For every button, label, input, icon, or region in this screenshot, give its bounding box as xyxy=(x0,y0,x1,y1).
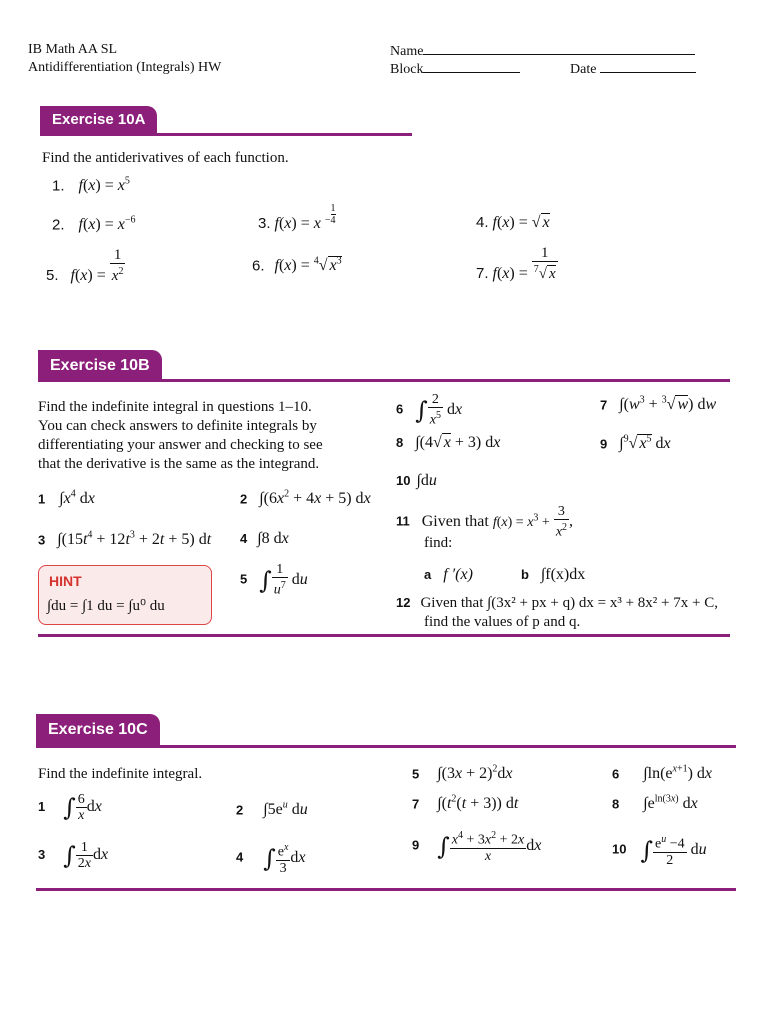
date-field[interactable] xyxy=(570,59,696,79)
problem-number: 1 xyxy=(38,799,46,815)
problem-10b-4: 4 ∫8 dx xyxy=(240,530,289,547)
exercise-10a-instruction: Find the antiderivatives of each function. xyxy=(42,150,289,166)
problem-10a-4: 4. f(x) = √ x xyxy=(476,214,550,231)
name-field[interactable] xyxy=(390,41,695,61)
problem-10c-5: 5 $\int(3x + 2)^2dx$ xyxy=(412,764,513,783)
problem-number: 9 xyxy=(600,436,608,452)
name-line[interactable] xyxy=(423,41,695,55)
block-field[interactable] xyxy=(390,59,520,79)
problem-number: 3 xyxy=(38,847,46,863)
problem-10c-1: 1 ∫ $\frac{6}{x}$ dx xyxy=(38,792,102,823)
problem-10a-6: 6. f(x) = $^4$√ $x^3$ xyxy=(252,256,342,275)
problem-10b-8: 8 ∫(4√ x + 3) dx xyxy=(396,434,501,451)
exercise-10b-instruction xyxy=(38,398,323,474)
q11-a-expr: f ′(x) xyxy=(443,566,473,583)
date-label: Date xyxy=(570,62,597,77)
problem-number: 4 xyxy=(236,849,244,865)
hint-title: HINT xyxy=(49,573,82,589)
problem-10b-1: 1 $\int x^4$ dx xyxy=(38,489,95,508)
instruction-line: that the derivative is the same as the integrand. xyxy=(38,456,320,472)
instruction-line: Find the indefinite integral in questions 1–10. xyxy=(38,399,312,415)
instruction-line: You can check answers to definite integrals by xyxy=(38,418,317,434)
problem-10c-8: 8 $\int e^{ln(3x)}$ dx xyxy=(612,794,698,813)
problem-10a-1: 1. $f(x) = x^5$ xyxy=(52,176,130,195)
problem-number: 1. xyxy=(52,177,65,195)
exercise-10b-bottom-rule xyxy=(38,634,730,637)
problem-10c-2: 2 $\int 5e^u$ du xyxy=(236,800,308,819)
problem-number: 4. xyxy=(476,214,489,231)
exercise-10c-instruction: Find the indefinite integral. xyxy=(38,766,203,782)
problem-10a-7: 7. f(x) = $\frac{1}{^7√ x}$ xyxy=(476,245,556,282)
problem-number: 11 xyxy=(396,513,410,529)
exercise-10b-rule xyxy=(38,379,730,382)
problem-number: 7 xyxy=(600,397,608,413)
problem-10c-4: 4 ∫ $\frac{e^x}{3}$ dx xyxy=(236,842,306,876)
instruction-line: differentiating your answer and checking to see xyxy=(38,437,323,453)
problem-number: 9 xyxy=(412,837,420,853)
problem-10c-7: 7 $\int(t^2(t + 3))$ dt xyxy=(412,794,519,813)
q12-line1: Given that ∫(3x² + px + q) dx = x³ + 8x² + 7x + C, xyxy=(420,595,718,611)
problem-number: 2 xyxy=(240,491,248,507)
problem-10c-3: 3 ∫ $\frac{1}{2x}$ dx xyxy=(38,840,109,871)
problem-number: 12 xyxy=(396,595,411,610)
problem-10b-10: 10 ∫du xyxy=(396,472,437,489)
problem-10b-2: 2 $\int(6x^2 + 4x + 5)$ dx xyxy=(240,489,371,508)
problem-number: 2 xyxy=(236,802,244,818)
exercise-10a-rule xyxy=(40,133,412,136)
hint-box xyxy=(38,565,212,625)
topic-title: Antidifferentiation (Integrals) HW xyxy=(28,60,222,75)
q11-text: Given that xyxy=(421,512,489,530)
q11-b-label: b xyxy=(520,567,529,582)
problem-number: 7 xyxy=(412,796,420,812)
problem-10b-3: 3 $\int(15t^4 + 12t^3 + 2t + 5)$ dt xyxy=(38,530,212,549)
q12-line2: find the values of p and q. xyxy=(424,614,581,630)
block-label: Block xyxy=(390,62,424,77)
exercise-10c-title: Exercise 10C xyxy=(36,714,160,746)
problem-10a-2: 2. $f(x) = x^{-6}$ xyxy=(52,215,136,234)
problem-number: 5. xyxy=(46,266,59,284)
exercise-10a-title: Exercise 10A xyxy=(40,106,157,134)
date-line[interactable] xyxy=(600,59,696,73)
problem-number: 5 xyxy=(412,766,420,782)
problem-number: 6 xyxy=(612,766,620,782)
problem-10a-5: 5. f(x) = $\frac{1}{x^2}$ xyxy=(46,247,124,284)
problem-10a-3: 3. f(x) = x − $\frac{1}{4}$ xyxy=(258,203,336,232)
problem-10b-5: 5 ∫ $\frac{1}{u^7}$ du xyxy=(240,562,308,598)
problem-number: 6 xyxy=(396,401,404,417)
exercise-10c-bottom-rule xyxy=(36,888,736,891)
problem-10b-7: 7 $\int(w^3 + ^3√$ w) dw xyxy=(600,395,717,414)
q11-find: find: xyxy=(424,535,453,551)
problem-10c-10: 10 ∫ $\frac{e^u -4}{2}$ du xyxy=(612,834,707,868)
q11-parts xyxy=(424,566,585,584)
problem-number: 8 xyxy=(396,435,404,450)
problem-number: 5 xyxy=(240,571,248,587)
q11-b-expr: ∫f(x)dx xyxy=(540,566,586,583)
problem-number: 1 xyxy=(38,491,46,507)
problem-10c-6: 6 $\int\ln(e^{x+1})$ dx xyxy=(612,764,713,783)
exercise-10b-title: Exercise 10B xyxy=(38,350,162,381)
problem-10b-12 xyxy=(396,594,718,612)
problem-10b-11: 11 Given that $f(x) = x^3$ + $\frac{3}{x^2}$ , xyxy=(396,504,574,540)
problem-10b-9: 9 ∫$^9$√ $x^5$ dx xyxy=(600,434,671,453)
problem-number: 3. xyxy=(258,215,271,232)
problem-number: 2. xyxy=(52,216,65,234)
problem-number: 4 xyxy=(240,531,248,546)
problem-number: 3 xyxy=(38,532,46,548)
course-title: IB Math AA SL xyxy=(28,42,118,57)
problem-10c-9: 9 ∫ $\frac{x^4 + 3x^2 + 2x}{x}$ dx xyxy=(412,830,542,864)
problem-10b-6: 6 ∫ $\frac{2}{x^5}$ dx xyxy=(396,392,463,428)
q11-a-label: a xyxy=(424,567,432,582)
problem-number: 6. xyxy=(252,257,265,275)
problem-number: 7. xyxy=(476,264,489,282)
block-line[interactable] xyxy=(423,59,520,73)
problem-number: 8 xyxy=(612,796,620,812)
name-label: Name xyxy=(390,44,424,59)
problem-number: 10 xyxy=(396,473,411,488)
hint-text: ∫du = ∫1 du = ∫u⁰ du xyxy=(47,598,165,614)
exercise-10c-rule xyxy=(36,745,736,748)
problem-number: 10 xyxy=(612,841,627,857)
